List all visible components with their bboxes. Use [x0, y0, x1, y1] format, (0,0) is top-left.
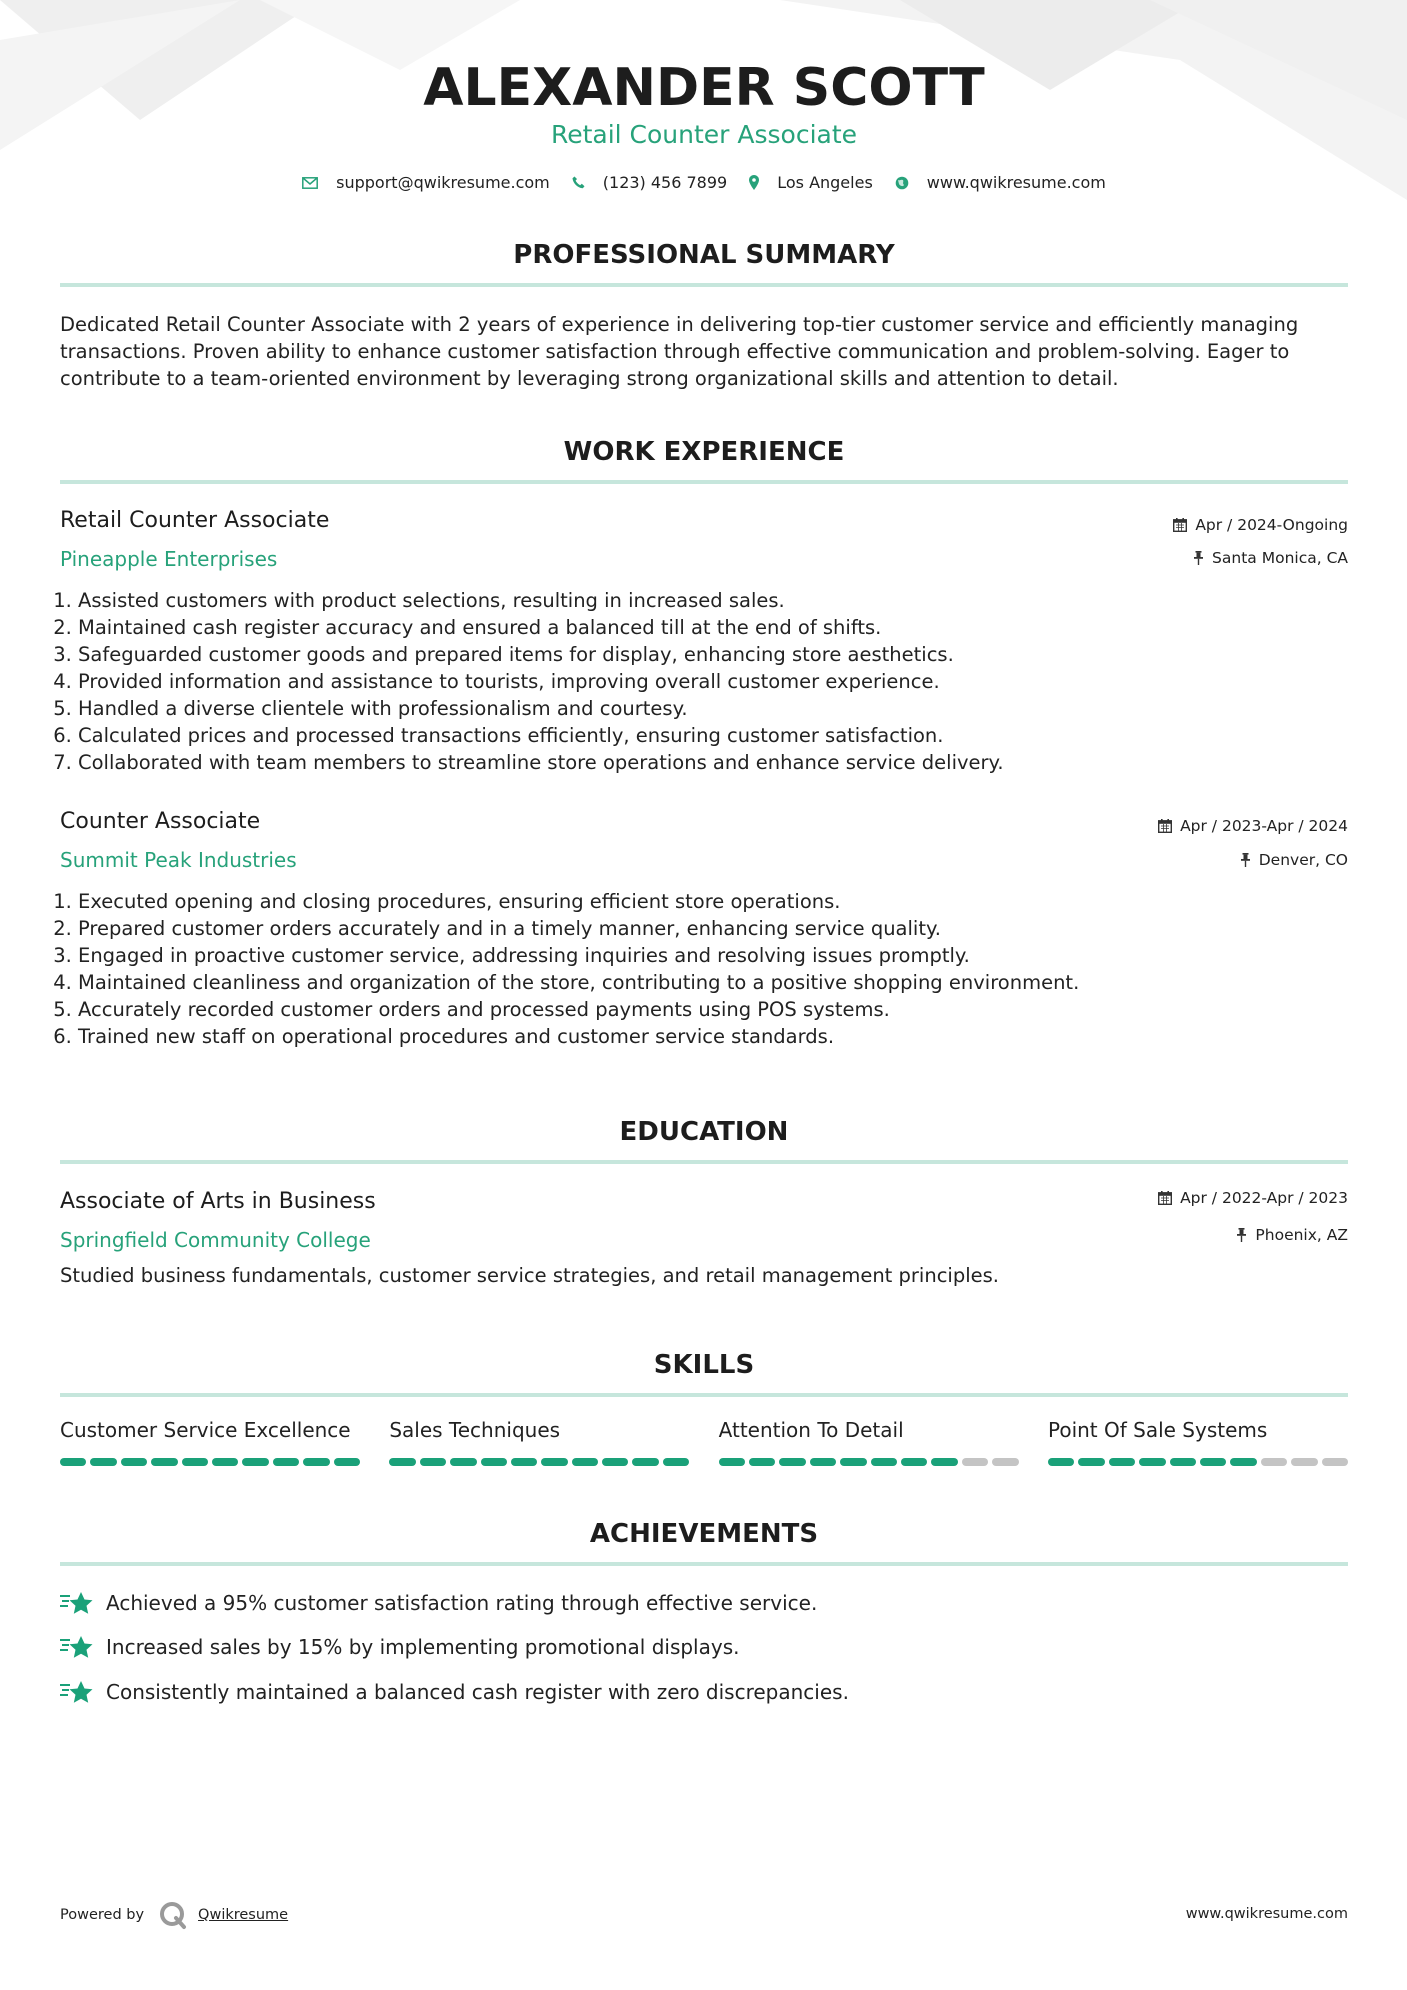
- skill-segment-filled: [450, 1458, 476, 1466]
- candidate-name: ALEXANDER SCOTT: [423, 58, 985, 118]
- star-icon: [60, 1679, 94, 1705]
- skill-segment-filled: [151, 1458, 177, 1466]
- candidate-title: Retail Counter Associate: [550, 120, 858, 149]
- contact-phone[interactable]: [572, 173, 727, 192]
- skill-item: [719, 1418, 1019, 1466]
- skill-name: Attention To Detail: [718, 1418, 904, 1442]
- summary-heading: PROFESSIONAL SUMMARY: [513, 240, 895, 270]
- skill-segment-filled: [389, 1458, 415, 1466]
- experience-heading: WORK EXPERIENCE: [563, 437, 845, 467]
- phone-text: (123) 456 7899: [602, 173, 728, 192]
- job-bullets: [60, 587, 1348, 776]
- list-item: 6. Calculated prices and processed transactions efficiently, ensuring customer satisfaction.: [78, 722, 1348, 749]
- location-text: Los Angeles: [777, 173, 873, 192]
- skill-segment-filled: [1230, 1458, 1256, 1466]
- qwikresume-link[interactable]: Qwikresume: [198, 1907, 289, 1923]
- list-item: 4. Provided information and assistance to tourists, improving overall customer experience.: [78, 668, 1348, 695]
- skill-segment-filled: [481, 1458, 507, 1466]
- skill-item: [1048, 1418, 1348, 1466]
- website-text: www.qwikresume.com: [926, 173, 1106, 192]
- experience-divider: [60, 480, 1348, 484]
- calendar-icon: [1173, 518, 1187, 532]
- skill-segment-filled: [602, 1458, 628, 1466]
- globe-icon: [895, 176, 909, 190]
- skill-segment-filled: [121, 1458, 147, 1466]
- company-name: Pineapple Enterprises: [60, 547, 278, 571]
- skill-segment-filled: [1170, 1458, 1196, 1466]
- achievements-divider: [60, 1562, 1348, 1566]
- achievements-heading: ACHIEVEMENTS: [589, 1519, 819, 1549]
- skill-segment-filled: [273, 1458, 299, 1466]
- education-heading: EDUCATION: [619, 1117, 789, 1147]
- skill-name: Point Of Sale Systems: [1047, 1418, 1268, 1442]
- skill-item: [60, 1418, 360, 1466]
- list-item: 1. Assisted customers with product selections, resulting in increased sales.: [78, 587, 1348, 614]
- calendar-icon: [1158, 1191, 1172, 1205]
- list-item: 4. Maintained cleanliness and organization of the store, contributing to a positive shopping environment.: [78, 969, 1348, 996]
- job-bullets: [60, 888, 1348, 1050]
- skill-segment-filled: [90, 1458, 116, 1466]
- contact-website[interactable]: [895, 173, 1106, 192]
- degree-title: Associate of Arts in Business: [60, 1189, 376, 1214]
- footer-website[interactable]: www.qwikresume.com: [1185, 1906, 1348, 1922]
- skill-segment-filled: [182, 1458, 208, 1466]
- skill-segment-filled: [420, 1458, 446, 1466]
- skill-segment-filled: [840, 1458, 866, 1466]
- summary-divider: [60, 283, 1348, 287]
- skill-segment-empty: [1291, 1458, 1317, 1466]
- list-item: 5. Accurately recorded customer orders and processed payments using POS systems.: [78, 996, 1348, 1023]
- job-title: Counter Associate: [60, 809, 261, 834]
- email-text: support@qwikresume.com: [336, 173, 550, 192]
- pin-icon: [1240, 853, 1251, 867]
- skill-segment-empty: [962, 1458, 988, 1466]
- skill-segment-filled: [1200, 1458, 1226, 1466]
- qwikresume-logo-icon: [158, 1900, 188, 1930]
- skill-segment-filled: [60, 1458, 86, 1466]
- education-location: Phoenix, AZ: [1236, 1226, 1348, 1244]
- skill-segment-filled: [749, 1458, 775, 1466]
- skills-divider: [60, 1393, 1348, 1397]
- pin-icon: [1193, 551, 1204, 565]
- skill-segment-filled: [511, 1458, 537, 1466]
- pin-icon: [1236, 1228, 1247, 1242]
- skill-segment-filled: [1109, 1458, 1135, 1466]
- skill-segment-filled: [810, 1458, 836, 1466]
- skill-segment-filled: [1048, 1458, 1074, 1466]
- map-pin-icon: [749, 175, 759, 190]
- skills-list: [60, 1418, 1348, 1466]
- skill-segment-filled: [572, 1458, 598, 1466]
- skill-segment-filled: [719, 1458, 745, 1466]
- list-item: 7. Collaborated with team members to streamline store operations and enhance service delivery.: [78, 749, 1348, 776]
- job-title: Retail Counter Associate: [60, 508, 330, 533]
- skill-segment-filled: [1078, 1458, 1104, 1466]
- calendar-icon: [1158, 819, 1172, 833]
- skill-segment-empty: [1261, 1458, 1287, 1466]
- achievement-item: Increased sales by 15% by implementing promotional displays.: [60, 1634, 740, 1660]
- company-name: Summit Peak Industries: [60, 848, 297, 872]
- email-icon: [302, 177, 318, 189]
- skill-segment-filled: [303, 1458, 329, 1466]
- contact-location: [749, 173, 873, 192]
- skill-segment-filled: [334, 1458, 360, 1466]
- summary-text: Dedicated Retail Counter Associate with 2 years of experience in delivering top-tier customer service and efficiently managing transactions. Proven ability to enhance customer satisfaction through effective communication and problem-solving. Eager to contribute to a team-oriented environment by leveraging strong organizational skills and attention to detail.: [60, 313, 1299, 390]
- job-location: Denver, CO: [1240, 851, 1348, 869]
- achievement-item: Achieved a 95% customer satisfaction rating through effective service.: [60, 1590, 817, 1616]
- skill-segment-empty: [1322, 1458, 1348, 1466]
- list-item: 3. Engaged in proactive customer service, addressing inquiries and resolving issues promptly.: [78, 942, 1348, 969]
- skill-segment-filled: [779, 1458, 805, 1466]
- skill-segment-filled: [871, 1458, 897, 1466]
- contact-bar: [60, 173, 1348, 192]
- education-dates: Apr / 2022-Apr / 2023: [1158, 1189, 1348, 1207]
- skill-rating-bar: [719, 1458, 1019, 1466]
- job-dates: Apr / 2024-Ongoing: [1173, 516, 1348, 534]
- list-item: 2. Prepared customer orders accurately and in a timely manner, enhancing service quality.: [78, 915, 1348, 942]
- skill-segment-filled: [632, 1458, 658, 1466]
- skill-name: Sales Techniques: [389, 1418, 561, 1442]
- school-name: Springfield Community College: [60, 1228, 371, 1252]
- list-item: 3. Safeguarded customer goods and prepared items for display, enhancing store aesthetics.: [78, 641, 1348, 668]
- skill-rating-bar: [60, 1458, 360, 1466]
- skill-segment-filled: [901, 1458, 927, 1466]
- powered-by-label: Powered by: [60, 1907, 145, 1923]
- skill-rating-bar: [1048, 1458, 1348, 1466]
- skills-heading: SKILLS: [653, 1350, 755, 1380]
- education-description: Studied business fundamentals, customer service strategies, and retail management principles.: [60, 1264, 999, 1287]
- skill-segment-empty: [992, 1458, 1018, 1466]
- skill-segment-filled: [1139, 1458, 1165, 1466]
- phone-icon: [572, 176, 585, 189]
- skill-segment-filled: [931, 1458, 957, 1466]
- list-item: 2. Maintained cash register accuracy and ensured a balanced till at the end of shifts.: [78, 614, 1348, 641]
- contact-email[interactable]: [302, 173, 550, 192]
- skill-segment-filled: [242, 1458, 268, 1466]
- job-dates: Apr / 2023-Apr / 2024: [1158, 817, 1348, 835]
- list-item: 6. Trained new staff on operational procedures and customer service standards.: [78, 1023, 1348, 1050]
- skill-segment-filled: [212, 1458, 238, 1466]
- list-item: 1. Executed opening and closing procedures, ensuring efficient store operations.: [78, 888, 1348, 915]
- star-icon: [60, 1590, 94, 1616]
- star-icon: [60, 1634, 94, 1660]
- achievement-item: Consistently maintained a balanced cash register with zero discrepancies.: [60, 1679, 849, 1705]
- list-item: 5. Handled a diverse clientele with professionalism and courtesy.: [78, 695, 1348, 722]
- skill-rating-bar: [389, 1458, 689, 1466]
- skill-name: Customer Service Excellence: [60, 1418, 351, 1442]
- footer-powered-by: [60, 1900, 288, 1930]
- skill-segment-filled: [541, 1458, 567, 1466]
- skill-segment-filled: [663, 1458, 689, 1466]
- skill-item: [389, 1418, 689, 1466]
- job-location: Santa Monica, CA: [1193, 549, 1348, 567]
- education-divider: [60, 1160, 1348, 1164]
